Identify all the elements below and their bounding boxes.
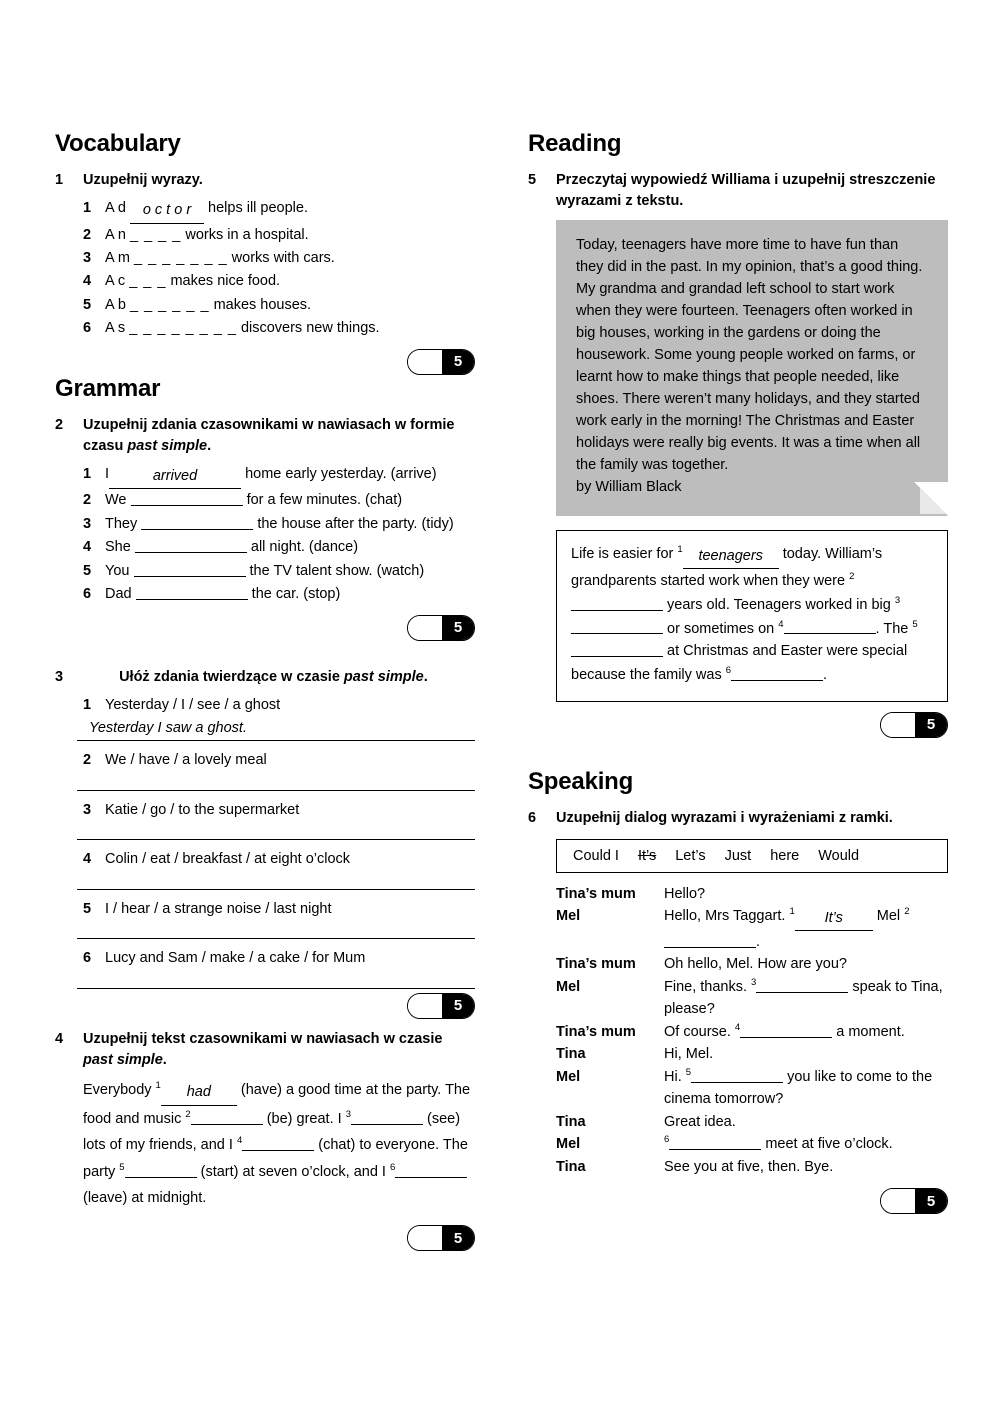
summary-text: or sometimes on bbox=[667, 620, 775, 637]
gap-number: 6 bbox=[390, 1161, 396, 1173]
instruction-end: . bbox=[423, 668, 428, 685]
answer-blank[interactable] bbox=[136, 585, 248, 601]
dash-blank[interactable]: _ _ _ _ _ _ _ _ bbox=[129, 320, 237, 337]
item-suffix: the car. (stop) bbox=[251, 586, 341, 603]
dialog-row bbox=[556, 1111, 948, 1133]
item-prefix: A b bbox=[105, 296, 126, 313]
dialog-row bbox=[556, 883, 948, 905]
word-bank-item[interactable]: Let’s bbox=[675, 848, 706, 864]
gap-number: 4 bbox=[778, 618, 784, 630]
item-number: 2 bbox=[83, 752, 92, 769]
score-blank-half[interactable] bbox=[408, 994, 442, 1018]
dialog-row bbox=[556, 1021, 948, 1043]
item-number: 1 bbox=[83, 696, 92, 713]
dialog-row bbox=[556, 1156, 948, 1178]
status-badge bbox=[407, 349, 475, 375]
item-prefix: A m bbox=[105, 249, 130, 266]
item-body bbox=[105, 560, 475, 583]
list-item bbox=[83, 270, 475, 293]
exercise-1-number: 1 bbox=[55, 172, 64, 188]
dialog-row bbox=[556, 905, 948, 953]
status-badge bbox=[407, 615, 475, 641]
item-suffix: makes houses. bbox=[213, 296, 312, 313]
gap-number: 4 bbox=[734, 1021, 741, 1033]
instruction-text: Uzupełnij tekst czasownikami w nawiasach w czasie bbox=[83, 1030, 443, 1047]
exercise-2-heading bbox=[55, 415, 475, 457]
item-body bbox=[105, 489, 475, 512]
score-max-value: 5 bbox=[442, 616, 474, 640]
dialog-list bbox=[556, 883, 948, 1178]
answer-blank[interactable] bbox=[125, 1162, 197, 1178]
item-suffix: discovers new things. bbox=[240, 320, 380, 337]
score-max-value: 5 bbox=[442, 1226, 474, 1250]
gap-number: 2 bbox=[904, 906, 910, 918]
summary-text: at Christmas and Easter were special because the family was bbox=[571, 643, 908, 684]
section-heading-grammar: Grammar bbox=[55, 374, 161, 402]
word-bank-item[interactable]: Would bbox=[818, 848, 860, 864]
dialog-text: Hi. bbox=[664, 1068, 682, 1085]
reading-passage-box bbox=[556, 220, 948, 516]
dialog-text: Hello, Mrs Taggart. bbox=[664, 908, 786, 925]
dialog-row bbox=[556, 976, 948, 1021]
dialog-line: Hi, Mel. bbox=[664, 1046, 714, 1063]
item-suffix: the house after the party. (tidy) bbox=[257, 515, 454, 532]
dialog-line: Great idea. bbox=[664, 1113, 736, 1130]
gap-number: 1 bbox=[789, 906, 795, 918]
item-prefix: They bbox=[105, 515, 138, 532]
item-prefix: She bbox=[105, 539, 131, 556]
list-item bbox=[83, 898, 475, 921]
gap-number: 2 bbox=[185, 1109, 191, 1121]
answer-blank[interactable] bbox=[756, 977, 848, 993]
answer-blank[interactable] bbox=[669, 1135, 761, 1151]
score-row-exercise-1 bbox=[55, 349, 475, 375]
answer-blank[interactable] bbox=[740, 1022, 832, 1038]
answer-blank[interactable] bbox=[242, 1136, 314, 1152]
instruction-italic: past simple bbox=[127, 437, 208, 454]
word-bank-item[interactable]: Just bbox=[724, 848, 752, 864]
section-heading-reading: Reading bbox=[528, 130, 622, 157]
dialog-text: Of course. bbox=[664, 1023, 731, 1040]
list-item bbox=[83, 583, 475, 606]
gapfill-text: Everybody bbox=[83, 1081, 152, 1098]
item-suffix: the TV talent show. (watch) bbox=[249, 562, 425, 579]
list-item bbox=[83, 536, 475, 559]
item-suffix: makes nice food. bbox=[170, 273, 281, 290]
answer-blank[interactable] bbox=[571, 595, 663, 611]
dialog-line bbox=[664, 1066, 948, 1111]
exercise-6-number: 6 bbox=[528, 809, 537, 826]
gapfill-text: (have) a good time at the party. The food and music bbox=[83, 1081, 471, 1127]
answer-line[interactable] bbox=[77, 889, 475, 890]
dash-blank[interactable]: _ _ _ _ _ _ bbox=[130, 296, 210, 313]
gap-number: 3 bbox=[751, 977, 757, 989]
item-number: 5 bbox=[83, 296, 92, 313]
item-number: 6 bbox=[83, 320, 92, 337]
dialog-row bbox=[556, 1043, 948, 1065]
reading-passage-text: Today, teenagers have more time to have fun than they did in the past. In my opinion, that’s a good thing. My grandma and grandad left school to start work when they were fourteen. Teenagers often worked in big houses, working in the gardens or doing the housework. Some young people worked on farms, or learnt how to make things that people needed, like shoes. There weren’t many holidays, and they started work early in the morning! The Christmas and Easter holidays were really big events. It was a time when all the family was together. bbox=[576, 237, 923, 474]
status-badge bbox=[407, 1225, 475, 1251]
dialog-speaker: Mel bbox=[556, 1136, 581, 1153]
section-heading-vocabulary: Vocabulary bbox=[55, 130, 181, 157]
summary-text: Life is easier for bbox=[571, 546, 674, 563]
dialog-row bbox=[556, 953, 948, 975]
gap-number: 6 bbox=[725, 665, 732, 677]
answer-blank[interactable] bbox=[731, 666, 823, 682]
left-column bbox=[55, 130, 475, 1251]
list-item bbox=[83, 848, 475, 871]
summary-text: years old. Teenagers worked in big bbox=[667, 596, 891, 613]
item-number: 1 bbox=[83, 465, 92, 482]
item-body bbox=[105, 513, 475, 536]
exercise-4-number: 4 bbox=[55, 1030, 64, 1047]
dialog-text: meet at five o’clock. bbox=[765, 1136, 893, 1153]
sentence-prompt: I / hear / a strange noise / last night bbox=[105, 900, 332, 917]
score-row-exercise-3 bbox=[55, 993, 475, 1019]
item-suffix: all night. (dance) bbox=[250, 539, 359, 556]
exercise-3-heading bbox=[55, 667, 475, 688]
list-item bbox=[83, 197, 475, 223]
answer-blank[interactable] bbox=[134, 561, 246, 577]
list-item bbox=[83, 513, 475, 536]
score-max-value: 5 bbox=[442, 350, 474, 374]
instruction-text: Ułóż zdania twierdzące w czasie bbox=[119, 668, 344, 685]
item-number: 5 bbox=[83, 900, 92, 917]
instruction-italic: past simple bbox=[83, 1051, 163, 1068]
dialog-speaker: Tina’s mum bbox=[556, 1023, 636, 1040]
list-item bbox=[83, 317, 475, 340]
gap-number: 3 bbox=[345, 1109, 351, 1121]
item-body bbox=[105, 224, 475, 247]
score-blank-half[interactable] bbox=[408, 616, 442, 640]
exercise-1-heading bbox=[55, 170, 475, 191]
gap-number: 5 bbox=[685, 1066, 692, 1078]
dialog-text: Mel bbox=[876, 908, 901, 925]
answer-line[interactable] bbox=[77, 938, 475, 939]
exercise-4-heading bbox=[55, 1029, 475, 1071]
list-item bbox=[83, 694, 475, 717]
item-suffix: for a few minutes. (chat) bbox=[246, 492, 403, 509]
dialog-row bbox=[556, 1066, 948, 1111]
sentence-prompt: Katie / go / to the supermarket bbox=[105, 801, 300, 818]
dialog-speaker: Mel bbox=[556, 908, 581, 925]
item-body bbox=[105, 270, 475, 293]
dialog-speaker: Tina bbox=[556, 1046, 586, 1063]
status-badge bbox=[880, 712, 948, 738]
dash-blank[interactable]: _ _ _ _ _ _ _ bbox=[134, 249, 228, 266]
item-prefix: A d bbox=[105, 200, 126, 217]
item-body bbox=[105, 247, 475, 270]
score-max-value: 5 bbox=[915, 713, 947, 737]
summary-text: . bbox=[823, 667, 828, 684]
item-number: 3 bbox=[83, 801, 92, 818]
answer-blank[interactable]: o c t o r bbox=[130, 199, 204, 223]
item-suffix: works with cars. bbox=[231, 249, 335, 266]
exercise-1-instruction: Uzupełnij wyrazy. bbox=[83, 172, 203, 188]
dialog-text: . bbox=[756, 933, 761, 950]
list-item bbox=[83, 463, 475, 489]
item-number: 2 bbox=[83, 226, 92, 243]
dialog-speaker: Mel bbox=[556, 978, 581, 995]
answer-blank[interactable] bbox=[131, 491, 243, 507]
item-number: 3 bbox=[83, 249, 92, 266]
exercise-2-instruction bbox=[83, 415, 475, 457]
gap-number: 3 bbox=[894, 594, 901, 606]
dialog-line bbox=[664, 1133, 948, 1155]
item-prefix: A c bbox=[105, 273, 126, 290]
summary-text: today. William’s grandparents started work when they were bbox=[571, 546, 883, 589]
instruction-end: . bbox=[207, 437, 212, 454]
gapfill-text: (leave) at midnight. bbox=[83, 1190, 207, 1207]
answer-blank[interactable] bbox=[571, 642, 663, 658]
section-heading-speaking: Speaking bbox=[528, 767, 634, 795]
answer-blank[interactable]: It’s bbox=[795, 907, 873, 930]
dialog-speaker: Tina bbox=[556, 1113, 586, 1130]
exercise-5-number: 5 bbox=[528, 172, 537, 188]
exercise-6-heading bbox=[528, 808, 948, 829]
sentence-prompt: Lucy and Sam / make / a cake / for Mum bbox=[105, 950, 366, 967]
gapfill-text: (start) at seven o’clock, and I bbox=[200, 1163, 386, 1180]
list-item bbox=[83, 294, 475, 317]
dialog-speaker: Tina’s mum bbox=[556, 956, 636, 973]
dialog-line bbox=[664, 905, 948, 953]
item-number: 1 bbox=[83, 200, 92, 217]
status-badge bbox=[407, 993, 475, 1019]
item-number: 4 bbox=[83, 273, 92, 290]
answer-blank[interactable] bbox=[351, 1109, 423, 1125]
exercise-5-heading bbox=[528, 170, 948, 212]
score-blank-half[interactable] bbox=[408, 350, 442, 374]
exercise-2-items bbox=[55, 463, 475, 607]
answer-line[interactable]: Yesterday I saw a ghost. bbox=[77, 718, 475, 741]
gap-number: 1 bbox=[155, 1079, 161, 1091]
gapfill-text: (chat) to everyone. The party bbox=[83, 1137, 468, 1180]
item-prefix: You bbox=[105, 562, 130, 579]
summary-box bbox=[556, 530, 948, 702]
dialog-row bbox=[556, 1133, 948, 1155]
score-blank-half[interactable] bbox=[881, 1189, 915, 1213]
gapfill-text: (see) lots of my friends, and I bbox=[83, 1110, 461, 1154]
word-bank-item-struck[interactable]: It’s bbox=[637, 848, 657, 864]
answer-blank[interactable] bbox=[135, 538, 247, 554]
answer-blank[interactable] bbox=[664, 932, 756, 948]
answer-blank[interactable] bbox=[395, 1162, 467, 1178]
dash-blank[interactable]: _ _ _ bbox=[129, 273, 167, 290]
item-body bbox=[105, 536, 475, 559]
status-badge bbox=[880, 1188, 948, 1214]
item-prefix: We bbox=[105, 492, 127, 509]
list-item bbox=[83, 560, 475, 583]
dialog-line: Hello? bbox=[664, 886, 706, 902]
answer-blank[interactable]: arrived bbox=[109, 465, 241, 489]
list-item bbox=[83, 947, 475, 970]
answer-blank[interactable] bbox=[141, 514, 253, 530]
exercise-1-items bbox=[55, 197, 475, 341]
gap-number: 2 bbox=[849, 571, 855, 583]
gap-number: 5 bbox=[912, 618, 918, 630]
dialog-text: a moment. bbox=[836, 1023, 905, 1040]
list-item bbox=[83, 749, 475, 772]
instruction-end: . bbox=[162, 1051, 167, 1068]
dialog-text: you like to come to the cinema tomorrow? bbox=[664, 1068, 933, 1108]
list-item bbox=[83, 489, 475, 512]
item-suffix: home early yesterday. (arrive) bbox=[245, 465, 437, 482]
gap-number: 4 bbox=[236, 1135, 243, 1147]
dialog-line bbox=[664, 1021, 948, 1043]
item-number: 4 bbox=[83, 851, 92, 868]
answer-blank[interactable] bbox=[691, 1067, 783, 1083]
score-row-exercise-2 bbox=[55, 615, 475, 641]
score-max-value: 5 bbox=[442, 994, 474, 1018]
answer-line[interactable] bbox=[77, 839, 475, 840]
item-suffix: helps ill people. bbox=[208, 200, 308, 217]
gapfill-text: (be) great. I bbox=[266, 1110, 342, 1127]
word-bank-item[interactable]: Could I bbox=[573, 848, 619, 864]
dialog-line: Oh hello, Mel. How are you? bbox=[664, 956, 847, 973]
list-item bbox=[83, 247, 475, 270]
exercise-2-number: 2 bbox=[55, 416, 64, 433]
exercise-5-instruction: Przeczytaj wypowiedź Williama i uzupełnij streszczenie wyrazami z tekstu. bbox=[556, 172, 936, 210]
dash-blank[interactable]: _ _ _ _ bbox=[130, 226, 182, 243]
item-suffix: works in a hospital. bbox=[185, 226, 309, 243]
item-number: 6 bbox=[83, 950, 92, 967]
sentence-prompt: We / have / a lovely meal bbox=[105, 752, 267, 769]
gap-number: 5 bbox=[119, 1161, 125, 1173]
dialog-text: speak to Tina, please? bbox=[664, 978, 943, 1018]
answer-blank[interactable]: had bbox=[161, 1079, 237, 1106]
item-body bbox=[105, 317, 475, 340]
item-body bbox=[105, 583, 475, 606]
sentence-prompt: Yesterday / I / see / a ghost bbox=[105, 696, 281, 713]
answer-blank[interactable] bbox=[571, 619, 663, 635]
gap-number: 1 bbox=[677, 544, 683, 556]
item-number: 2 bbox=[83, 492, 92, 509]
instruction-italic: past simple bbox=[343, 668, 424, 685]
item-body bbox=[105, 463, 475, 489]
answer-blank[interactable] bbox=[191, 1109, 263, 1125]
item-body bbox=[105, 197, 475, 223]
exercise-6-instruction: Uzupełnij dialog wyrazami i wyrażeniami z ramki. bbox=[556, 809, 893, 826]
dialog-line bbox=[664, 976, 948, 1021]
list-item bbox=[83, 799, 475, 822]
item-prefix: A n bbox=[105, 226, 126, 243]
item-prefix: A s bbox=[105, 320, 126, 337]
score-max-value: 5 bbox=[915, 1189, 947, 1213]
item-number: 5 bbox=[83, 562, 92, 579]
folded-corner-icon bbox=[914, 482, 948, 516]
score-blank-half[interactable] bbox=[881, 713, 915, 737]
item-number: 4 bbox=[83, 539, 92, 556]
dialog-text: Fine, thanks. bbox=[664, 978, 748, 995]
item-number: 3 bbox=[83, 515, 92, 532]
score-row-exercise-4 bbox=[55, 1225, 475, 1251]
word-bank-item[interactable]: here bbox=[770, 848, 800, 864]
score-blank-half[interactable] bbox=[408, 1226, 442, 1250]
score-row-exercise-6 bbox=[528, 1188, 948, 1214]
item-body bbox=[105, 294, 475, 317]
reading-passage-byline: by William Black bbox=[576, 479, 682, 496]
dialog-speaker: Mel bbox=[556, 1068, 581, 1085]
dialog-speaker: Tina’s mum bbox=[556, 886, 636, 902]
sentence-prompt: Colin / eat / breakfast / at eight o’clock bbox=[105, 851, 351, 868]
dialog-speaker: Tina bbox=[556, 1158, 586, 1175]
item-prefix: I bbox=[105, 465, 110, 482]
answer-line[interactable] bbox=[77, 988, 475, 989]
dialog-line: See you at five, then. Bye. bbox=[664, 1158, 834, 1175]
answer-blank[interactable]: teenagers bbox=[683, 545, 779, 569]
exercise-3-number: 3 bbox=[55, 668, 64, 685]
answer-blank[interactable] bbox=[784, 619, 876, 635]
exercise-3-items bbox=[55, 694, 475, 989]
item-prefix: Dad bbox=[105, 586, 132, 603]
list-item bbox=[83, 224, 475, 247]
gap-number: 6 bbox=[664, 1134, 670, 1146]
word-bank bbox=[556, 839, 948, 873]
right-column bbox=[528, 130, 948, 1214]
instruction-text: Uzupełnij zdania czasownikami w nawiasach w formie czasu bbox=[83, 416, 455, 454]
summary-text: . The bbox=[875, 620, 909, 637]
exercise-4-text bbox=[83, 1077, 475, 1212]
exercise-4-instruction bbox=[83, 1029, 475, 1071]
answer-line[interactable] bbox=[77, 790, 475, 791]
score-row-exercise-5 bbox=[528, 712, 948, 738]
item-number: 6 bbox=[83, 586, 92, 603]
